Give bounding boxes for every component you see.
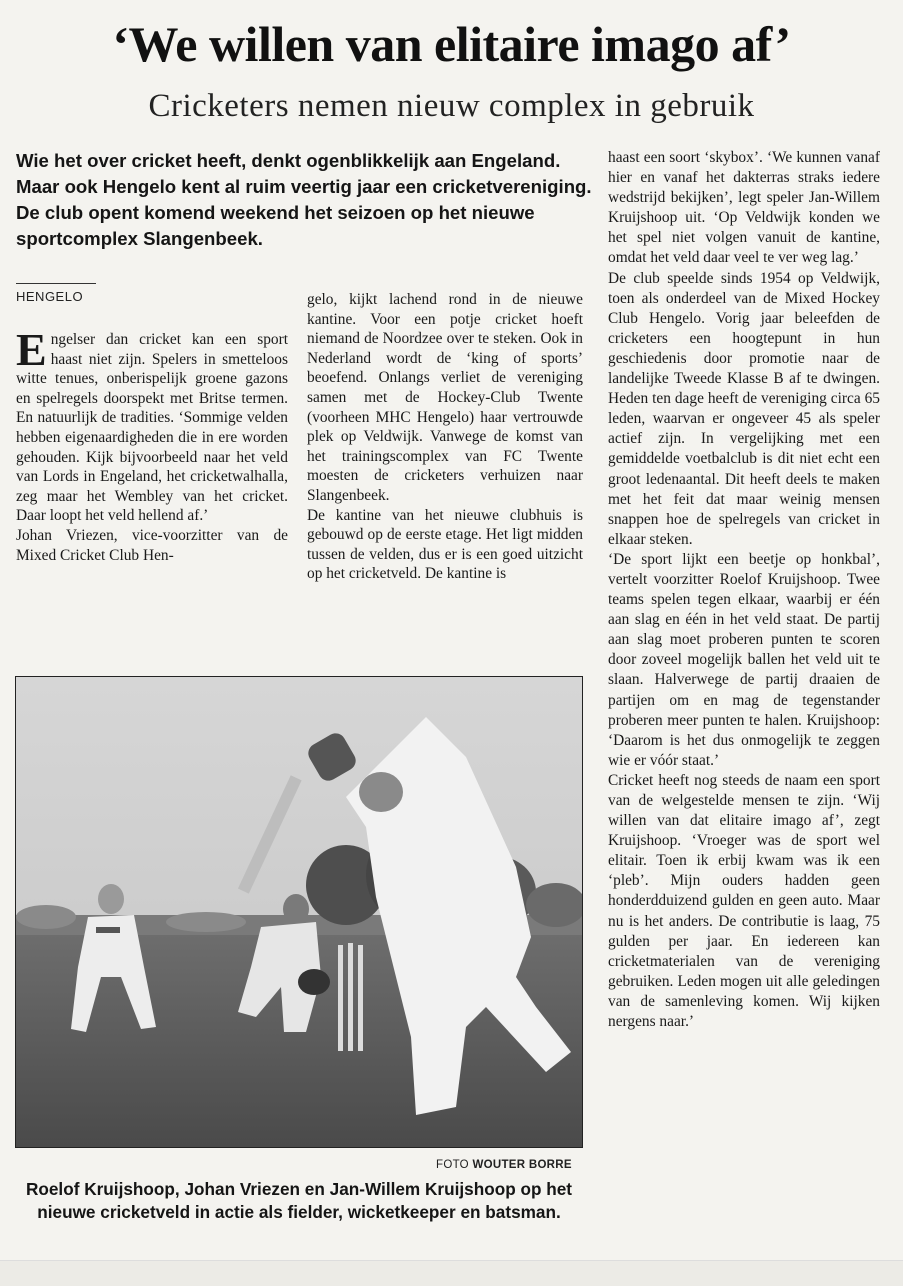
subheadline: Cricketers nemen nieuw complex in gebruik bbox=[148, 88, 755, 124]
column-1-paragraph-2: Johan Vriezen, vice-voorzitter van de Mixed Cricket Club Hen- bbox=[16, 526, 288, 564]
headline: ‘We willen van elitaire imago af’ bbox=[112, 16, 791, 72]
article-column-2 bbox=[307, 290, 583, 584]
column-2-paragraph-2: De kantine van het nieuwe clubhuis is gebouwd op de eerste etage. Het ligt midden tussen de velden, dus er is een goed uitzicht op het cricketveld. De kantine is bbox=[307, 506, 583, 583]
column-3-paragraph-1: haast een soort ‘skybox’. ‘We kunnen vanaf hier en vanaf het dakterras straks iedere wedstrijd bekijken’, legt speler Jan-Willem Kruijshoop uit. ‘Op Veldwijk konden we het spel niet volgen vanuit de kantine, omdat het veld daar veel te ver weg lag.’ bbox=[608, 149, 880, 267]
photo-stumps bbox=[338, 943, 363, 1051]
article-column-1 bbox=[16, 324, 288, 565]
column-3-paragraph-2: De club speelde sinds 1954 op Veldwijk, toen als onderdeel van de Mixed Hockey Club Hengelo. Vorig jaar beleefden de cricketers een hoogtepunt in hun geschiedenis door promotie naar de landelijke Tweede Klasse B af te dwingen. Heden ten dage heeft de vereniging circa 65 leden, waarvan er ongeveer 45 als speler actief zijn. In vergelijking met een gemiddelde voetbalclub is dit niet echt een groot ledenaantal. Dit heeft deels te maken met het feit dat maar weinig mensen snappen hoe de spelregels van cricket in elkaar steken. bbox=[608, 269, 880, 548]
photo-credit-name: WOUTER BORRE bbox=[472, 1159, 572, 1171]
cricket-photo bbox=[15, 676, 583, 1148]
dateline: HENGELO bbox=[16, 289, 84, 304]
article-intro: Wie het over cricket heeft, denkt ogenblikkelijk aan Engeland. Maar ook Hengelo kent al ruim veertig jaar een cricketvereniging. De club opent komend weekend het seizoen op het nieuwe sportcomplex Slangenbeek. bbox=[16, 150, 592, 249]
photo-credit bbox=[436, 1159, 572, 1171]
photo-credit-prefix: FOTO bbox=[436, 1159, 469, 1171]
drop-cap: E bbox=[16, 324, 47, 375]
column-1-paragraph-1-text: ngelser dan cricket kan een sport haast niet zijn. Spelers in smetteloos witte tenues, onberispelijk groene gazons en spelregels doorspekt met Britse termen. En natuurlijk de tradities. ‘Sommige velden hebben eigenaardigheden die in ere worden gehouden. Kijk bijvoorbeeld naar het veld van Lords in Engeland, het cricketwalhalla, zeg maar het Wembley van het cricket. Daar loopt het veld hellend af.’ bbox=[16, 331, 288, 525]
column-3-paragraph-4: Cricket heeft nog steeds de naam een sport van de welgestelde mensen te zijn. ‘Wij willen van dat elitaire imago af’, zegt Kruijshoop. ‘Vroeger was de sport wel elitair. Toen ik erbij kwam was ik een ‘pleb’. Mijn ouders hadden geen honderdduizend gulden en geen auto. Maar nu is het anders. De contributie is laag, 75 gulden per jaar. En iedereen kan cricketmaterialen van de vereniging gebruiken. Leden mogen uit alle geledingen van de samenleving komen. Wij kijken nergens naar.’ bbox=[608, 771, 880, 1031]
article-column-3 bbox=[608, 148, 880, 1032]
column-3-paragraph-3: ‘De sport lijkt een beetje op honkbal’, vertelt voorzitter Roelof Kruijshoop. Twee teams spelen tegen elkaar, waarbij er één aan slag en één in het veld staat. De partij aan slag moet proberen punten te scoren door zoveel mogelijk ballen het veld uit te slaan. Halverwege de partij draaien de partijen om en mag de tegenstander proberen meer punten te halen. Kruijshoop: ‘Daarom is het dus onmogelijk te zeggen wie er vóór staat.’ bbox=[608, 550, 880, 769]
column-2-paragraph-1: gelo, kijkt lachend rond in de nieuwe kantine. Voor een potje cricket hoeft niemand de Noordzee over te steken. Ook in Nederland wordt de ‘king of sports’ beoefend. Onlangs verliet de vereniging samen met de Hockey-Club Twente (voorheen MHC Hengelo) haar vertrouwde plek op Veldwijk. Vanwege de komst van het trainingscomplex van FC Twente moesten de cricketers verhuizen naar Slangenbeek. bbox=[307, 291, 583, 504]
dateline-rule bbox=[16, 283, 96, 284]
cricket-photo-image bbox=[16, 677, 582, 1147]
page-bottom-edge bbox=[0, 1260, 903, 1286]
column-1-paragraph-1 bbox=[16, 324, 288, 526]
photo-caption: Roelof Kruijshoop, Johan Vriezen en Jan-Willem Kruijshoop op het nieuwe cricketveld in actie als fielder, wicketkeeper en batsman. bbox=[25, 1179, 573, 1222]
